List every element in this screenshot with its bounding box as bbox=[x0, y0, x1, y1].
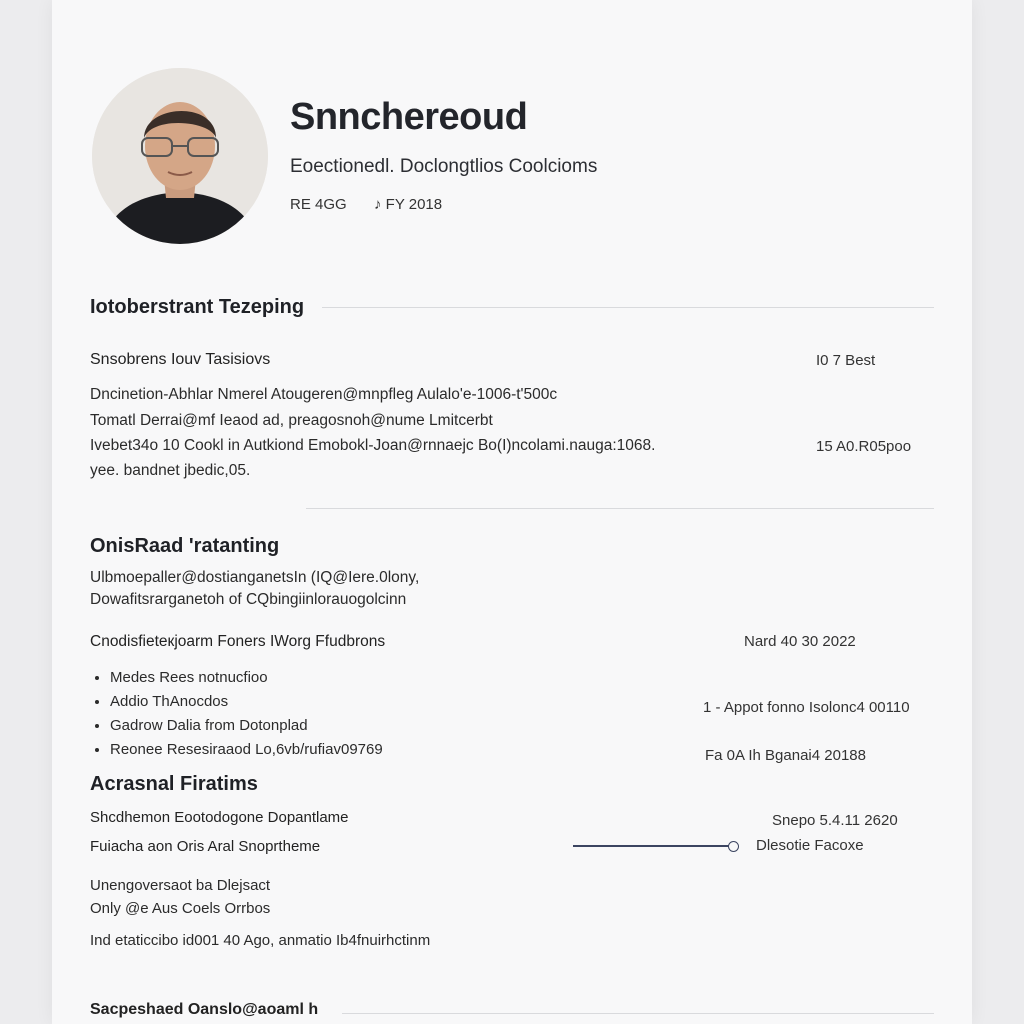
footnote: Ind etaticcibo id001 40 Ago, anmatio Ib4fnuirhctinm bbox=[90, 932, 431, 949]
item-date: I0 7 Best bbox=[816, 352, 876, 369]
body-line: Ulbmoepaller@dostianganetsIn (IQ@Iere.0lony, bbox=[90, 569, 420, 586]
bullet-date: Fa 0A Ih Bganai4 20188 bbox=[705, 747, 866, 764]
avatar bbox=[92, 68, 268, 244]
item-title: Cnodisfieteкjoarm Foners IWorg Ffudbrons bbox=[90, 633, 386, 650]
timeline-line bbox=[573, 845, 729, 847]
section-title: OnisRaad 'ratanting bbox=[90, 535, 280, 557]
item-date: Snepo 5.4.11 2620 bbox=[772, 812, 898, 829]
item-title: Fuiacha aon Oris Aral Snoprtheme bbox=[90, 838, 321, 855]
meta-right: ♪ FY 2018 bbox=[374, 196, 443, 213]
section-divider bbox=[322, 307, 934, 308]
list-item: • Reonee Resesiraaod Lo,6vb/rufiav09769 bbox=[110, 738, 383, 762]
body-line: yee. bandnet jbedic,05. bbox=[90, 462, 251, 479]
item-title: Shcdhemon Eootodogone Dopantlame bbox=[90, 809, 349, 826]
list-item: • Medes Rees notnucfioo bbox=[110, 666, 383, 690]
bullet-list bbox=[90, 666, 383, 762]
section-title: Sacpeshaed Oanslo@aoaml h bbox=[90, 1001, 319, 1018]
timeline-dot bbox=[728, 841, 739, 852]
body-line: Unengoversaot ba Dlejsact bbox=[90, 877, 271, 894]
bullet-date: 1 - Appot fonno Isolonc4 00110 bbox=[703, 699, 910, 716]
body-line: Tomatl Derrai@mf Ieaod ad, preagosnoh@nume Lmitcerbt bbox=[90, 412, 493, 429]
meta-left: RE 4GG bbox=[290, 196, 347, 213]
body-line: Ivebet34o 10 Cookl in Autkiond Emobokl-Joan@rnnaejc Bo(I)ncolami.nauga:1068. bbox=[90, 437, 656, 454]
item-date: Dlesotie Facoxe bbox=[756, 837, 864, 854]
section-title: Iotoberstrant Tezeping bbox=[90, 296, 305, 318]
item-title: Snsobrens Iouv Tasisiovs bbox=[90, 351, 271, 368]
candidate-subtitle: Eoectionedl. Doclongtlios Coolcioms bbox=[290, 156, 598, 177]
item-date: Nard 40 30 2022 bbox=[744, 633, 856, 650]
list-item: • Addio ThAnocdos bbox=[110, 690, 383, 714]
section-divider bbox=[342, 1013, 934, 1014]
candidate-name: Snnchereoud bbox=[290, 96, 528, 138]
body-line: Dncinetion-Abhlar Nmerel Atougeren@mnpfleg Aulalo'e-1006-t'500c bbox=[90, 386, 558, 403]
body-line: Dowafitsrarganetoh of CQbingiinlorauogolcinn bbox=[90, 591, 407, 608]
list-item: • Gadrow Dalia from Dotonplad bbox=[110, 714, 383, 738]
line-date: 15 A0.R05poo bbox=[816, 438, 912, 455]
body-line: Only @e Aus Coels Orrbos bbox=[90, 900, 271, 917]
profile-photo bbox=[92, 68, 268, 244]
section-title: Acrasnal Firatims bbox=[90, 773, 258, 795]
section-divider bbox=[306, 508, 934, 509]
resume-page bbox=[52, 0, 972, 1024]
